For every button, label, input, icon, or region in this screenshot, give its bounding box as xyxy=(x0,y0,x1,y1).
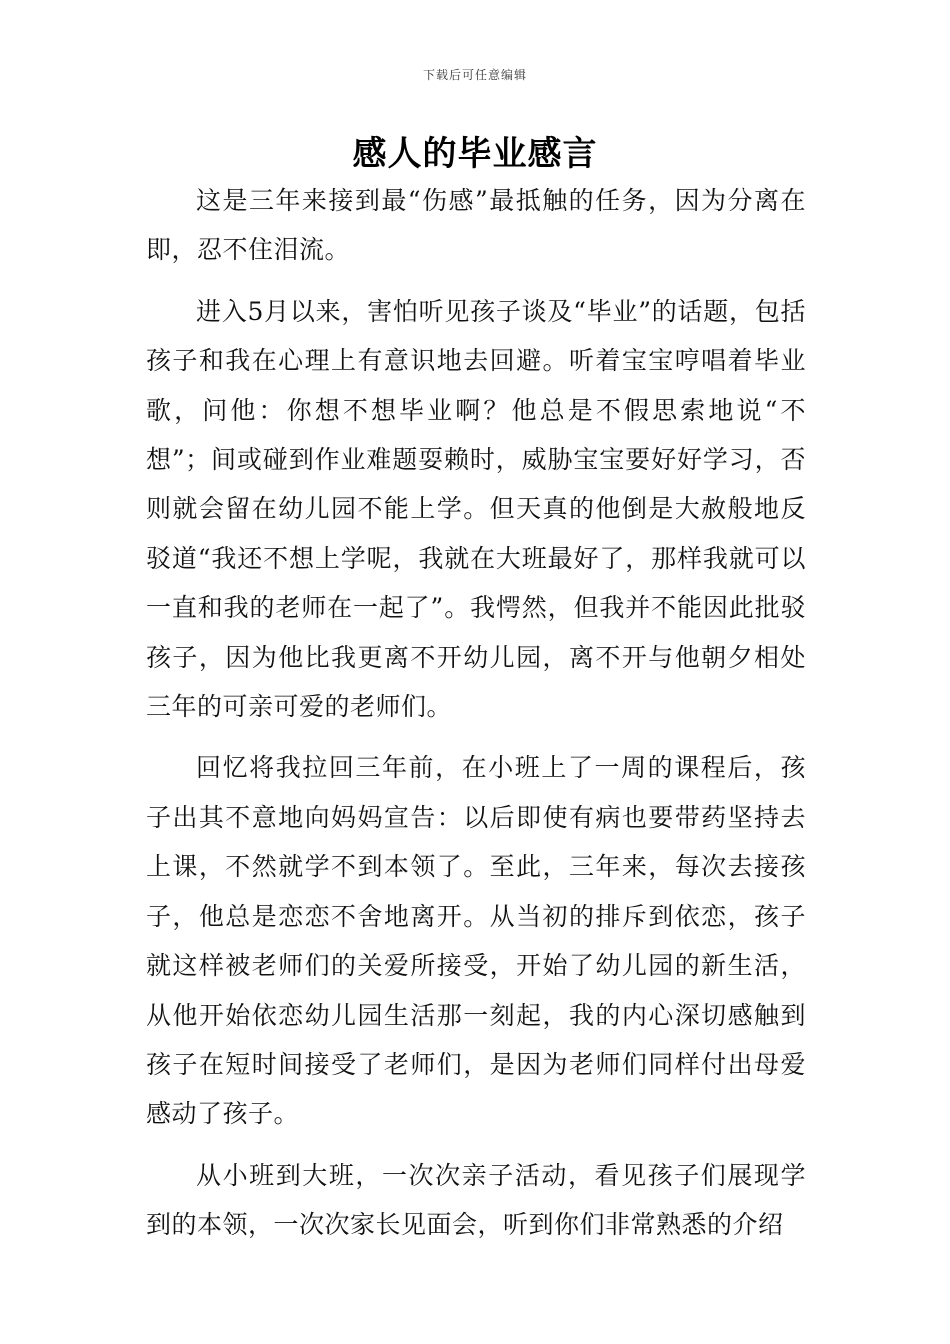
paragraph: 从小班到大班，一次次亲子活动，看见孩子们展现学到的本领，一次次家长见面会，听到你们非常熟悉的介绍 xyxy=(146,1160,806,1240)
document-title: 感人的毕业感言 xyxy=(352,134,598,174)
document-body xyxy=(146,176,806,1262)
header-note: 下载后可任意编辑 xyxy=(422,68,527,82)
paragraph: 回忆将我拉回三年前，在小班上了一周的课程后，孩子出其不意地向妈妈宣告：以后即使有病也要带药坚持去上课，不然就学不到本领了。至此，三年来，每次去接孩子，他总是恋恋不舍地离开。从当初的排斥到依恋，孩子就这样被老师们的关爱所接受，开始了幼儿园的新生活，从他开始依恋幼儿园生活那一刻起，我的内心深切感触到孩子在短时间接受了老师们，是因为老师们同样付出母爱感动了孩子。 xyxy=(146,753,806,1129)
paragraph: 这是三年来接到最“伤感”最抵触的任务，因为分离在即，忍不住泪流。 xyxy=(146,186,806,265)
paragraph: 进入5月以来，害怕听见孩子谈及“毕业”的话题，包括孩子和我在心理上有意识地去回避。听着宝宝哼唱着毕业歌，问他：你想不想毕业啊？他总是不假思索地说“不想”；间或碰到作业难题耍赖时，威胁宝宝要好好学习，否则就会留在幼儿园不能上学。但天真的他倒是大赦般地反驳道“我还不想上学呢，我就在大班最好了，那样我就可以一直和我的老师在一起了”。我愕然，但我并不能因此批驳孩子，因为他比我更离不开幼儿园，离不开与他朝夕相处三年的可亲可爱的老师们。 xyxy=(146,296,806,722)
